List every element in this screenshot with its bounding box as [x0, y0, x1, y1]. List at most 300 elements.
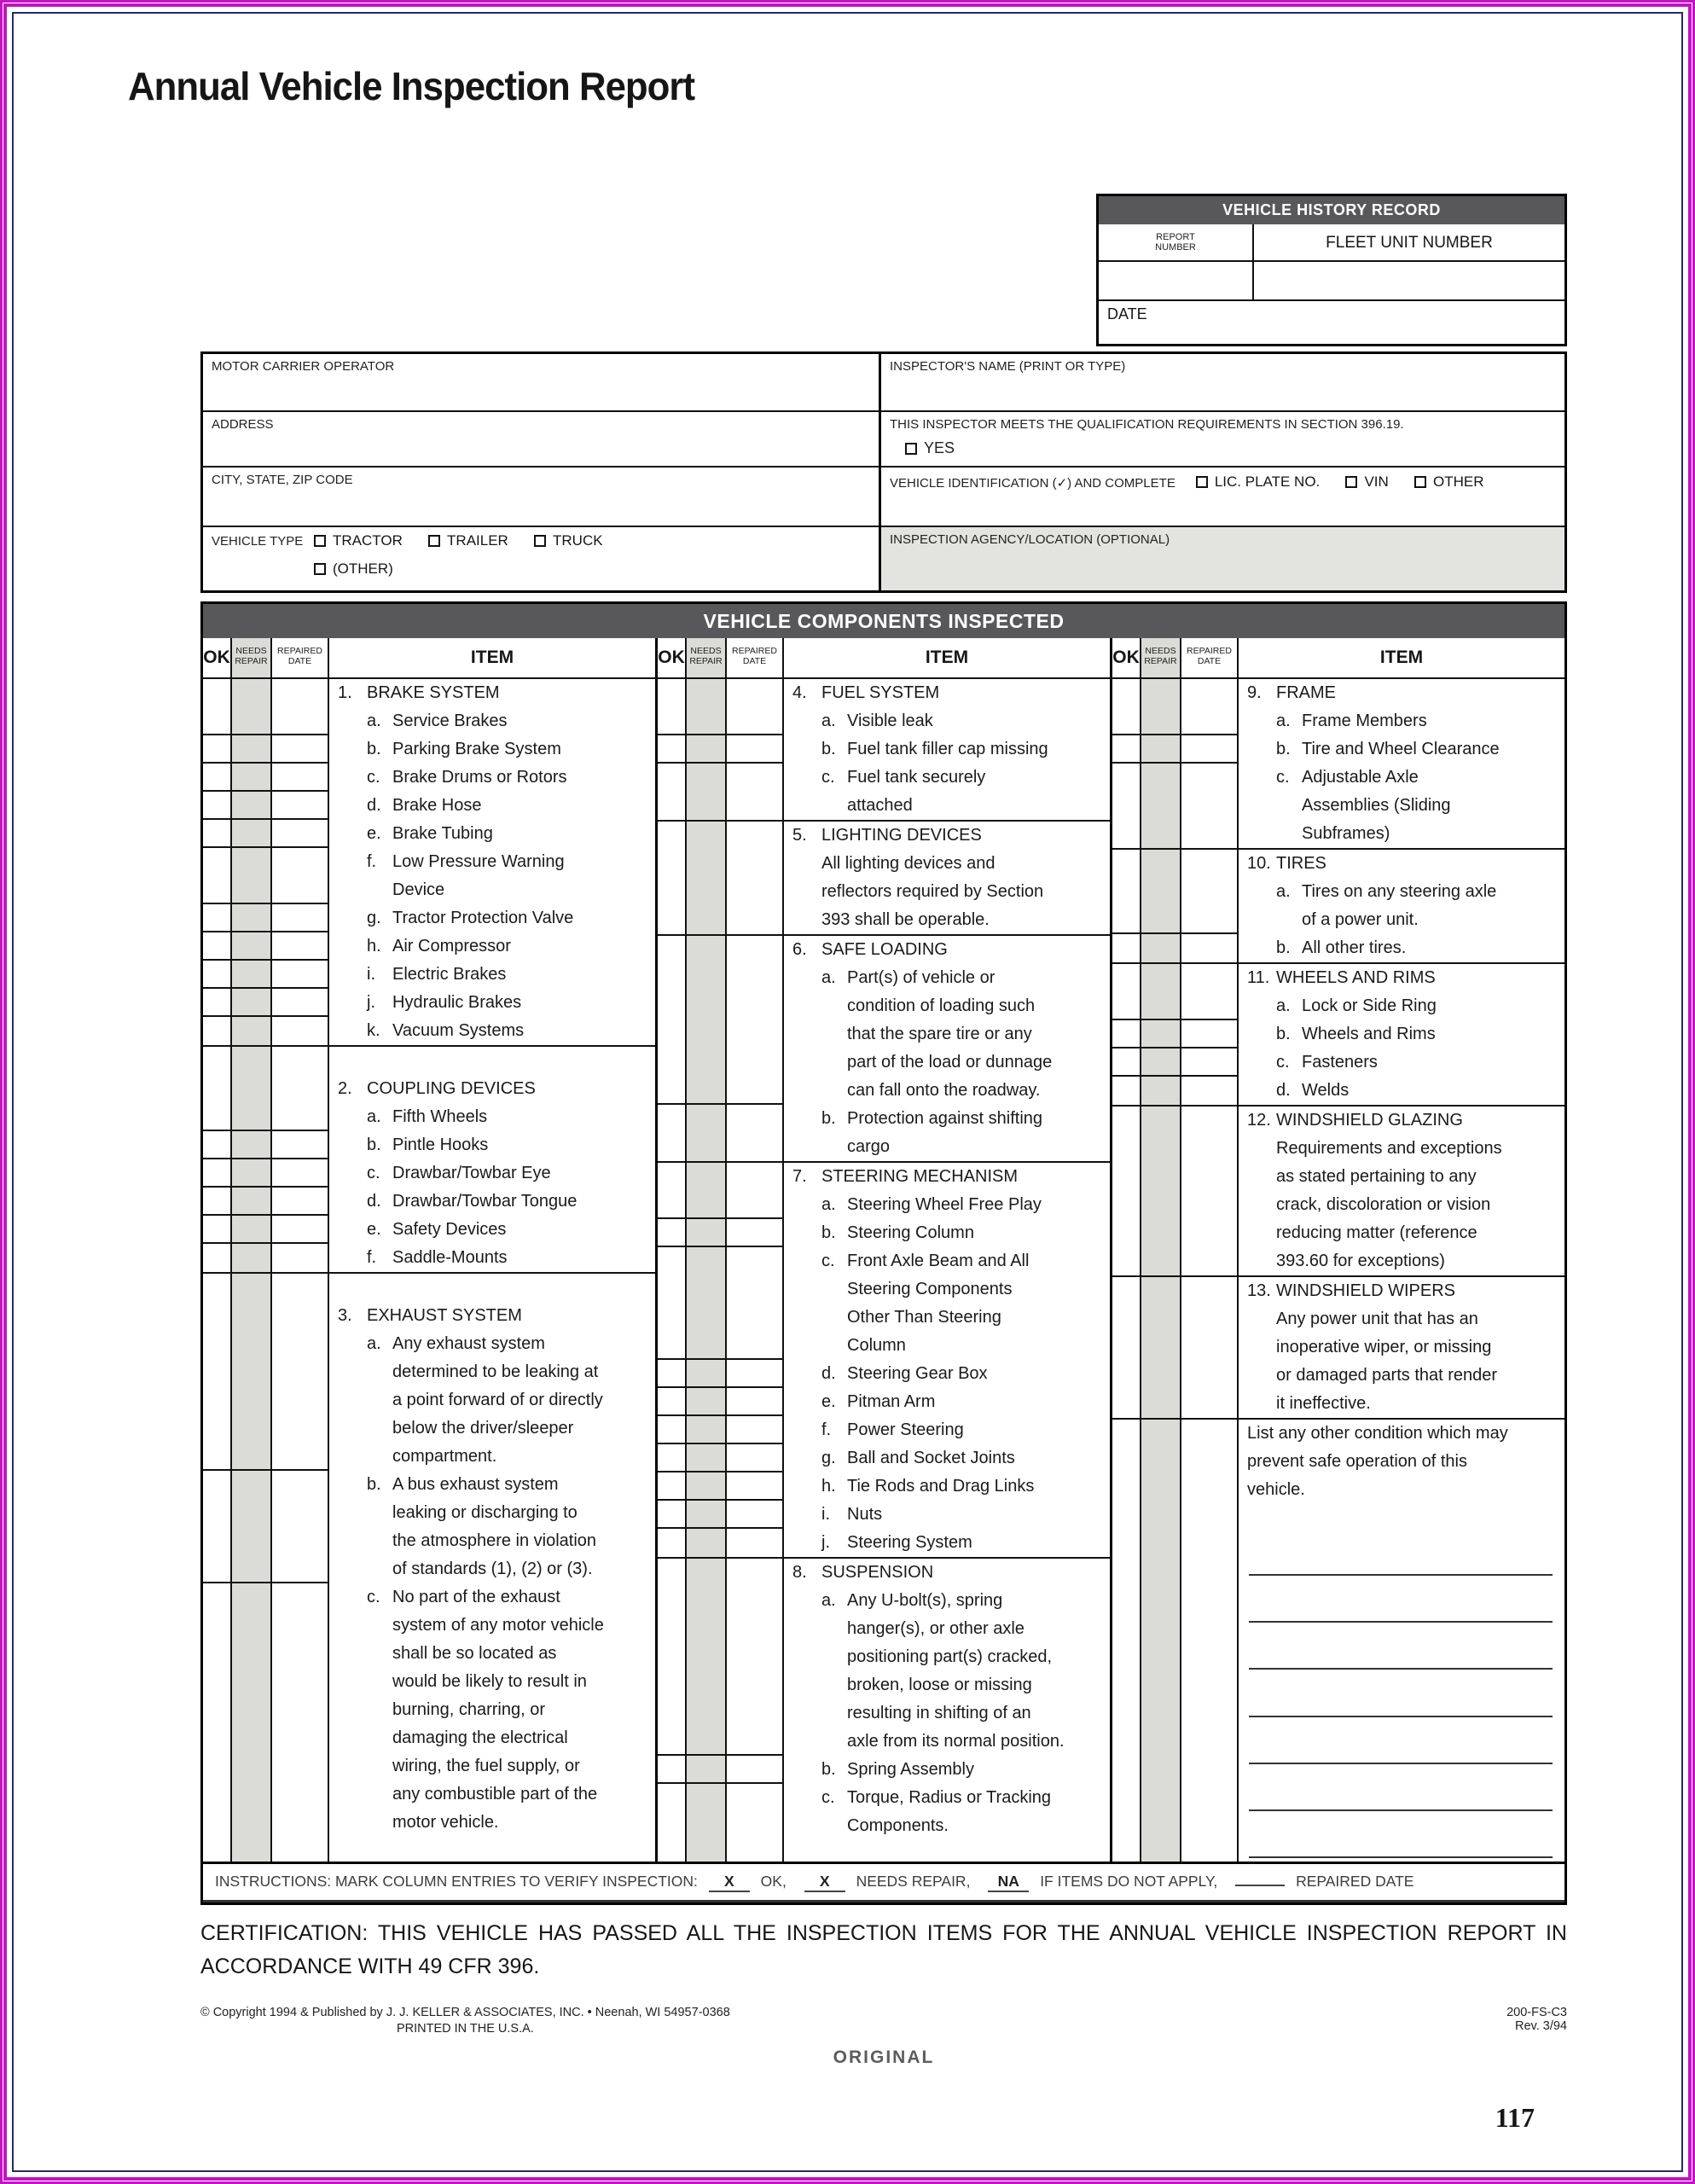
- other-id-checkbox-icon[interactable]: [1414, 476, 1426, 488]
- inspection-section: [658, 936, 1110, 1163]
- inspection-row: [203, 1131, 655, 1159]
- item-line: condition of loading such: [847, 996, 1036, 1015]
- repaired-date-cell[interactable]: [272, 820, 329, 848]
- footer-right: [1506, 2006, 1567, 2036]
- ok-checkbox-cell[interactable]: [658, 1784, 687, 1862]
- needs-repair-checkbox-cell[interactable]: [232, 735, 272, 764]
- repaired-date-cell[interactable]: [272, 1583, 329, 1862]
- ok-checkbox-cell[interactable]: [1112, 679, 1141, 735]
- needs-repair-checkbox-cell[interactable]: [1141, 1107, 1181, 1275]
- item-line: of a power unit.: [1302, 910, 1419, 929]
- item-text-block: [784, 1756, 1110, 1784]
- repaired-date-cell[interactable]: [1181, 679, 1239, 735]
- repaired-date-cell[interactable]: [272, 1131, 329, 1159]
- inspection-row: [203, 792, 655, 820]
- checkbox-lic-plate[interactable]: LIC. PLATE NO.: [1196, 473, 1320, 490]
- needs-repair-checkbox-cell[interactable]: [232, 1216, 272, 1244]
- item-line: axle from its normal position.: [847, 1732, 1065, 1751]
- needs-repair-checkbox-cell[interactable]: [687, 1388, 727, 1416]
- item-text-block: [329, 848, 655, 904]
- report-number-label: REPORT NUMBER: [1099, 224, 1254, 260]
- section-title: 9. FRAME: [1247, 683, 1336, 702]
- footer-left: [200, 2006, 730, 2036]
- inspection-section: [203, 679, 655, 1047]
- repaired-date-cell[interactable]: [272, 735, 329, 764]
- inspection-row: [203, 989, 655, 1017]
- ok-checkbox-cell[interactable]: [658, 764, 687, 820]
- needs-repair-checkbox-cell[interactable]: [232, 1047, 272, 1131]
- ok-checkbox-cell[interactable]: [203, 989, 232, 1017]
- needs-repair-checkbox-cell[interactable]: [687, 1559, 727, 1756]
- ok-checkbox-cell[interactable]: [658, 1501, 687, 1529]
- needs-repair-checkbox-cell[interactable]: [232, 1017, 272, 1045]
- ok-checkbox-cell[interactable]: [203, 792, 232, 820]
- item-line: inoperative wiper, or missing: [1276, 1338, 1492, 1356]
- item-text-block: [1239, 764, 1564, 848]
- inspection-row: [658, 1756, 1110, 1784]
- item-line: d. Welds: [1276, 1081, 1350, 1100]
- item-line: cargo: [847, 1137, 891, 1156]
- tractor-checkbox-icon[interactable]: [314, 535, 326, 547]
- page-title: Annual Vehicle Inspection Report: [128, 64, 695, 108]
- item-text-block: [1239, 1077, 1564, 1105]
- needs-repair-checkbox-cell[interactable]: [687, 1784, 727, 1862]
- components-table-body: [203, 679, 1564, 1862]
- item-text-block: [329, 1583, 655, 1862]
- needs-repair-checkbox-cell[interactable]: [232, 1188, 272, 1216]
- needs-repair-checkbox-cell[interactable]: [1141, 679, 1181, 735]
- needs-repair-checkbox-cell[interactable]: [1141, 735, 1181, 764]
- components-column-3: [1112, 679, 1564, 1862]
- repaired-date-cell[interactable]: [727, 1756, 784, 1784]
- spacer: [329, 1274, 655, 1302]
- inspection-row: [658, 1360, 1110, 1388]
- carrier-info-table: [200, 351, 1567, 593]
- item-line: c. Brake Drums or Rotors: [367, 768, 567, 787]
- item-text-block: [329, 735, 655, 764]
- ok-checkbox-cell[interactable]: [1112, 964, 1141, 1020]
- ok-checkbox-cell[interactable]: [203, 1274, 232, 1471]
- repaired-date-cell[interactable]: [1181, 1020, 1239, 1048]
- needs-repair-checkbox-cell[interactable]: [232, 1159, 272, 1188]
- needs-repair-checkbox-cell[interactable]: [687, 1105, 727, 1161]
- ok-checkbox-cell[interactable]: [203, 679, 232, 735]
- na-mark: NA: [988, 1873, 1029, 1892]
- repaired-date-cell[interactable]: [727, 735, 784, 764]
- needs-repair-checkbox-cell[interactable]: [687, 1472, 727, 1501]
- section-title: 5. LIGHTING DEVICES: [792, 826, 982, 845]
- inspection-row: [1112, 679, 1564, 735]
- qualification-row: [881, 412, 1564, 468]
- repaired-date-cell[interactable]: [272, 1017, 329, 1045]
- trailer-checkbox-icon[interactable]: [428, 535, 440, 547]
- write-in-line[interactable]: [1249, 1768, 1553, 1811]
- needs-repair-checkbox-cell[interactable]: [232, 764, 272, 792]
- checkbox-yes[interactable]: YES: [890, 439, 1556, 457]
- needs-repair-mark: X: [804, 1873, 845, 1892]
- fleet-unit-number-field[interactable]: [1254, 262, 1564, 299]
- item-text-block: [329, 1471, 655, 1583]
- inspection-row: [203, 1017, 655, 1045]
- repaired-date-cell[interactable]: [272, 1274, 329, 1471]
- yes-checkbox-icon[interactable]: [905, 443, 917, 455]
- needs-repair-checkbox-cell[interactable]: [232, 792, 272, 820]
- item-line: attached: [847, 796, 913, 815]
- item-line: a. Lock or Side Ring: [1276, 996, 1437, 1015]
- ok-checkbox-cell[interactable]: [203, 932, 232, 961]
- repaired-date-cell[interactable]: [272, 1159, 329, 1188]
- needs-repair-checkbox-cell[interactable]: [232, 848, 272, 904]
- item-line: j. Hydraulic Brakes: [367, 993, 522, 1012]
- repaired-date-cell[interactable]: [1181, 735, 1239, 764]
- ok-checkbox-cell[interactable]: [203, 820, 232, 848]
- inspection-section: [658, 1163, 1110, 1559]
- ok-checkbox-cell[interactable]: [658, 1416, 687, 1444]
- needs-repair-checkbox-cell[interactable]: [687, 1219, 727, 1247]
- repaired-date-cell[interactable]: [272, 961, 329, 989]
- ok-checkbox-cell[interactable]: [1112, 1077, 1141, 1105]
- repaired-date-cell[interactable]: [272, 1047, 329, 1131]
- needs-repair-checkbox-cell[interactable]: [687, 1360, 727, 1388]
- ok-checkbox-cell[interactable]: [1112, 1020, 1141, 1048]
- needs-repair-checkbox-cell[interactable]: [687, 936, 727, 1105]
- item-line: f. Saddle-Mounts: [367, 1248, 508, 1267]
- needs-repair-checkbox-cell[interactable]: [687, 1756, 727, 1784]
- inspection-section: [658, 1559, 1110, 1862]
- needs-repair-checkbox-cell[interactable]: [1141, 764, 1181, 848]
- page: [12, 12, 1683, 2172]
- item-line: resulting in shifting of an: [847, 1704, 1031, 1722]
- needs-repair-checkbox-cell[interactable]: [232, 820, 272, 848]
- repaired-date-cell[interactable]: [272, 1188, 329, 1216]
- repaired-date-cell[interactable]: [1181, 964, 1239, 1020]
- write-in-line[interactable]: [1249, 1815, 1553, 1858]
- ok-checkbox-cell[interactable]: [1112, 735, 1141, 764]
- needs-repair-checkbox-cell[interactable]: [232, 989, 272, 1017]
- item-text-block: [784, 1163, 1110, 1219]
- ok-checkbox-cell[interactable]: [203, 1131, 232, 1159]
- ok-checkbox-cell[interactable]: [658, 1247, 687, 1360]
- ok-checkbox-cell[interactable]: [658, 679, 687, 735]
- repaired-date-cell[interactable]: [1181, 1277, 1239, 1418]
- vehicle-type-row: [203, 527, 879, 590]
- item-line: c. Fuel tank securely: [821, 768, 986, 787]
- repaired-date-cell[interactable]: [1181, 1107, 1239, 1275]
- ok-checkbox-cell[interactable]: [203, 1017, 232, 1045]
- ok-checkbox-cell[interactable]: [1112, 1107, 1141, 1275]
- item-text-block: [784, 1444, 1110, 1472]
- components-column-2: [658, 679, 1112, 1862]
- history-box-title: VEHICLE HISTORY RECORD: [1099, 196, 1564, 224]
- item-line: g. Tractor Protection Valve: [367, 909, 574, 927]
- inspection-row: [203, 1047, 655, 1131]
- item-text-block: [784, 1219, 1110, 1247]
- ok-checkbox-cell[interactable]: [658, 735, 687, 764]
- ok-checkbox-cell[interactable]: [203, 735, 232, 764]
- item-text-block: [329, 679, 655, 735]
- ok-checkbox-cell[interactable]: [203, 1244, 232, 1272]
- repaired-date-cell[interactable]: [727, 936, 784, 1105]
- repaired-date-blank[interactable]: [1235, 1870, 1285, 1886]
- repaired-date-cell[interactable]: [1181, 1420, 1239, 1862]
- checkbox-tractor[interactable]: TRACTOR: [314, 532, 403, 549]
- inspection-row: [658, 1247, 1110, 1360]
- other-checkbox-icon[interactable]: [314, 563, 326, 575]
- item-line: system of any motor vehicle: [392, 1616, 604, 1635]
- item-text-block: [1239, 1107, 1564, 1275]
- ok-checkbox-cell[interactable]: [203, 1159, 232, 1188]
- write-in-line[interactable]: [1249, 1532, 1553, 1576]
- item-line: h. Tie Rods and Drag Links: [821, 1477, 1035, 1496]
- repaired-date-cell[interactable]: [272, 989, 329, 1017]
- item-line: c. No part of the exhaust: [367, 1588, 560, 1606]
- ok-checkbox-cell[interactable]: [203, 1216, 232, 1244]
- vin-checkbox-icon[interactable]: [1345, 476, 1357, 488]
- ok-checkbox-cell[interactable]: [658, 1559, 687, 1756]
- checkbox-other-id[interactable]: OTHER: [1414, 473, 1484, 490]
- item-line: compartment.: [392, 1447, 497, 1466]
- write-in-line[interactable]: [1249, 1626, 1553, 1670]
- qualification-label: THIS INSPECTOR MEETS THE QUALIFICATION REQUIREMENTS IN SECTION 396.19.: [890, 417, 1404, 432]
- write-in-line[interactable]: [1249, 1673, 1553, 1716]
- repaired-date-cell[interactable]: [727, 1360, 784, 1388]
- item-line: Device: [392, 880, 445, 899]
- needs-repair-checkbox-cell[interactable]: [232, 1274, 272, 1471]
- item-line: or damaged parts that render: [1276, 1366, 1498, 1385]
- repaired-date-cell[interactable]: [272, 1216, 329, 1244]
- needs-repair-checkbox-cell[interactable]: [687, 1163, 727, 1219]
- ok-checkbox-cell[interactable]: [658, 1444, 687, 1472]
- item-text-block: [784, 1784, 1110, 1862]
- ok-checkbox-cell[interactable]: [203, 904, 232, 932]
- needs-repair-checkbox-cell[interactable]: [1141, 1077, 1181, 1105]
- ok-checkbox-cell[interactable]: [658, 1105, 687, 1161]
- motor-carrier-operator-field[interactable]: MOTOR CARRIER OPERATOR: [203, 354, 879, 412]
- repaired-date-cell[interactable]: [727, 1784, 784, 1862]
- item-text-block: [329, 764, 655, 792]
- needs-repair-checkbox-cell[interactable]: [232, 932, 272, 961]
- ok-checkbox-cell[interactable]: [203, 1188, 232, 1216]
- inspection-section: [1112, 1277, 1564, 1420]
- item-line: a. Part(s) of vehicle or: [821, 968, 996, 987]
- item-line: crack, discoloration or vision: [1276, 1195, 1491, 1214]
- item-line: b. Fuel tank filler cap missing: [821, 740, 1048, 758]
- needs-repair-checkbox-cell[interactable]: [232, 1244, 272, 1272]
- needs-repair-checkbox-cell[interactable]: [687, 1529, 727, 1557]
- ok-checkbox-cell[interactable]: [658, 1529, 687, 1557]
- repaired-date-cell[interactable]: [727, 679, 784, 735]
- ok-checkbox-cell[interactable]: [1112, 850, 1141, 934]
- needs-repair-checkbox-cell[interactable]: [232, 1583, 272, 1862]
- checkbox-trailer[interactable]: TRAILER: [428, 532, 508, 549]
- inspector-name-field[interactable]: INSPECTOR'S NAME (PRINT OR TYPE): [881, 354, 1564, 412]
- needs-repair-checkbox-cell[interactable]: [1141, 1048, 1181, 1077]
- repaired-date-cell[interactable]: [727, 1559, 784, 1756]
- write-in-line[interactable]: [1249, 1721, 1553, 1764]
- ok-checkbox-cell[interactable]: [658, 1360, 687, 1388]
- checkbox-vin[interactable]: VIN: [1345, 473, 1388, 490]
- item-text-block: [329, 904, 655, 932]
- repaired-date-cell[interactable]: [727, 1501, 784, 1529]
- section-title: 8. SUSPENSION: [792, 1563, 934, 1582]
- truck-checkbox-icon[interactable]: [534, 535, 546, 547]
- ok-checkbox-cell[interactable]: [658, 1756, 687, 1784]
- repaired-date-cell[interactable]: [1181, 1048, 1239, 1077]
- item-line: shall be so located as: [392, 1644, 557, 1663]
- ok-checkbox-cell[interactable]: [658, 1219, 687, 1247]
- ok-checkbox-cell[interactable]: [658, 1163, 687, 1219]
- needs-repair-checkbox-cell[interactable]: [1141, 1420, 1181, 1862]
- inspection-row: [203, 1216, 655, 1244]
- repaired-date-cell[interactable]: [727, 1388, 784, 1416]
- repaired-date-cell[interactable]: [727, 1416, 784, 1444]
- inspection-row: [203, 848, 655, 904]
- item-line: hanger(s), or other axle: [847, 1619, 1025, 1638]
- ok-checkbox-cell[interactable]: [658, 1388, 687, 1416]
- repaired-date-cell[interactable]: [727, 1219, 784, 1247]
- address-field[interactable]: ADDRESS: [203, 412, 879, 468]
- vehicle-history-record-box: [1096, 194, 1567, 346]
- needs-repair-checkbox-cell[interactable]: [232, 904, 272, 932]
- needs-repair-checkbox-cell[interactable]: [687, 1247, 727, 1360]
- needs-repair-checkbox-cell[interactable]: [687, 822, 727, 934]
- repaired-date-cell[interactable]: [727, 1529, 784, 1557]
- fleet-unit-number-label: FLEET UNIT NUMBER: [1326, 234, 1493, 252]
- form-code: 200-FS-C3: [1506, 2006, 1567, 2019]
- needs-repair-checkbox-cell[interactable]: [1141, 1020, 1181, 1048]
- needs-repair-checkbox-cell[interactable]: [687, 735, 727, 764]
- repaired-date-cell[interactable]: [1181, 934, 1239, 962]
- item-line: List any other condition which may: [1247, 1424, 1508, 1443]
- needs-repair-checkbox-cell[interactable]: [1141, 964, 1181, 1020]
- inspection-row: [1112, 735, 1564, 764]
- ok-checkbox-cell[interactable]: [658, 822, 687, 934]
- needs-repair-checkbox-cell[interactable]: [232, 1131, 272, 1159]
- inspection-row: [658, 1416, 1110, 1444]
- repaired-date-cell[interactable]: [727, 1105, 784, 1161]
- repaired-date-cell[interactable]: [272, 904, 329, 932]
- item-text-block: [784, 735, 1110, 764]
- inspection-agency-field[interactable]: INSPECTION AGENCY/LOCATION (OPTIONAL): [881, 527, 1564, 590]
- needs-repair-checkbox-cell[interactable]: [232, 961, 272, 989]
- vehicle-identification-label: VEHICLE IDENTIFICATION (✓) AND COMPLETE: [890, 476, 1175, 491]
- repaired-date-cell[interactable]: [727, 822, 784, 934]
- repaired-date-cell[interactable]: [272, 1244, 329, 1272]
- item-line: c. Front Axle Beam and All: [821, 1252, 1030, 1270]
- inspection-row: [1112, 764, 1564, 848]
- inspection-row: [1112, 850, 1564, 934]
- repaired-date-cell[interactable]: [727, 1472, 784, 1501]
- lic-plate-checkbox-icon[interactable]: [1196, 476, 1208, 488]
- item-line: e. Pitman Arm: [821, 1392, 936, 1411]
- inspection-row: [203, 1159, 655, 1188]
- repaired-date-cell[interactable]: [727, 1247, 784, 1360]
- repaired-date-cell[interactable]: [727, 1163, 784, 1219]
- ok-mark: X: [709, 1873, 750, 1892]
- ok-checkbox-cell[interactable]: [1112, 1420, 1141, 1862]
- item-text-block: [784, 1559, 1110, 1756]
- ok-checkbox-cell[interactable]: [1112, 1277, 1141, 1418]
- ok-checkbox-cell[interactable]: [1112, 1048, 1141, 1077]
- report-number-field[interactable]: [1099, 262, 1254, 299]
- needs-repair-checkbox-cell[interactable]: [687, 679, 727, 735]
- item-line: damaging the electrical: [392, 1728, 568, 1747]
- ok-checkbox-cell[interactable]: [658, 936, 687, 1105]
- inspection-row: [203, 764, 655, 792]
- repaired-date-cell[interactable]: [272, 932, 329, 961]
- needs-repair-checkbox-cell[interactable]: [687, 1501, 727, 1529]
- item-text-block: [329, 1244, 655, 1272]
- item-line: h. Air Compressor: [367, 937, 511, 956]
- inspection-section: [203, 1047, 655, 1274]
- repaired-date-cell[interactable]: [1181, 764, 1239, 848]
- item-column-header: ITEM: [470, 648, 514, 667]
- repaired-date-cell[interactable]: [272, 792, 329, 820]
- spacer: [329, 1047, 655, 1075]
- needs-repair-checkbox-cell[interactable]: [1141, 1277, 1181, 1418]
- ok-checkbox-cell[interactable]: [203, 764, 232, 792]
- inspection-row: [203, 1471, 655, 1583]
- needs-repair-checkbox-cell[interactable]: [687, 1416, 727, 1444]
- checkbox-other-vehicle[interactable]: (OTHER): [314, 561, 393, 577]
- inspection-section: [1112, 679, 1564, 850]
- repaired-date-cell[interactable]: [727, 1444, 784, 1472]
- inspection-row: [203, 1188, 655, 1216]
- repaired-date-cell[interactable]: [272, 848, 329, 904]
- ok-checkbox-cell[interactable]: [203, 848, 232, 904]
- checkbox-truck[interactable]: TRUCK: [534, 532, 603, 549]
- ok-checkbox-cell[interactable]: [203, 1047, 232, 1131]
- item-text-block: [329, 1131, 655, 1159]
- item-line: as stated pertaining to any: [1276, 1167, 1477, 1186]
- needs-repair-checkbox-cell[interactable]: [1141, 934, 1181, 962]
- inspection-row: [1112, 1420, 1564, 1862]
- needs-repair-checkbox-cell[interactable]: [1141, 850, 1181, 934]
- ok-checkbox-cell[interactable]: [658, 1472, 687, 1501]
- repaired-date-cell[interactable]: [272, 1471, 329, 1583]
- item-line: f. Power Steering: [821, 1420, 964, 1439]
- inspection-row: [658, 1219, 1110, 1247]
- item-line: Requirements and exceptions: [1276, 1139, 1502, 1158]
- ok-checkbox-cell[interactable]: [1112, 934, 1141, 962]
- item-text-block: [329, 1216, 655, 1244]
- repaired-date-cell[interactable]: [272, 764, 329, 792]
- repaired-date-cell[interactable]: [727, 764, 784, 820]
- date-field[interactable]: DATE: [1107, 305, 1147, 322]
- city-state-zip-field[interactable]: CITY, STATE, ZIP CODE: [203, 468, 879, 527]
- vehicle-type-label: VEHICLE TYPE: [212, 534, 304, 549]
- needs-repair-checkbox-cell[interactable]: [232, 679, 272, 735]
- item-line: b. Parking Brake System: [367, 740, 561, 758]
- item-text-block: [329, 1159, 655, 1188]
- repaired-date-cell[interactable]: [1181, 1077, 1239, 1105]
- item-text-block: [784, 1105, 1110, 1161]
- write-in-line[interactable]: [1249, 1579, 1553, 1623]
- needs-repair-checkbox-cell[interactable]: [232, 1471, 272, 1583]
- ok-checkbox-cell[interactable]: [203, 961, 232, 989]
- item-text-block: [1239, 1277, 1564, 1418]
- ok-checkbox-cell[interactable]: [203, 1583, 232, 1862]
- needs-repair-checkbox-cell[interactable]: [687, 1444, 727, 1472]
- repaired-date-cell[interactable]: [272, 679, 329, 735]
- section-title: 4. FUEL SYSTEM: [792, 683, 940, 702]
- needs-repair-checkbox-cell[interactable]: [687, 764, 727, 820]
- ok-checkbox-cell[interactable]: [203, 1471, 232, 1583]
- ok-checkbox-cell[interactable]: [1112, 764, 1141, 848]
- inspection-row: [658, 1472, 1110, 1501]
- page-border-mid: [3, 3, 1692, 2181]
- repaired-date-cell[interactable]: [1181, 850, 1239, 934]
